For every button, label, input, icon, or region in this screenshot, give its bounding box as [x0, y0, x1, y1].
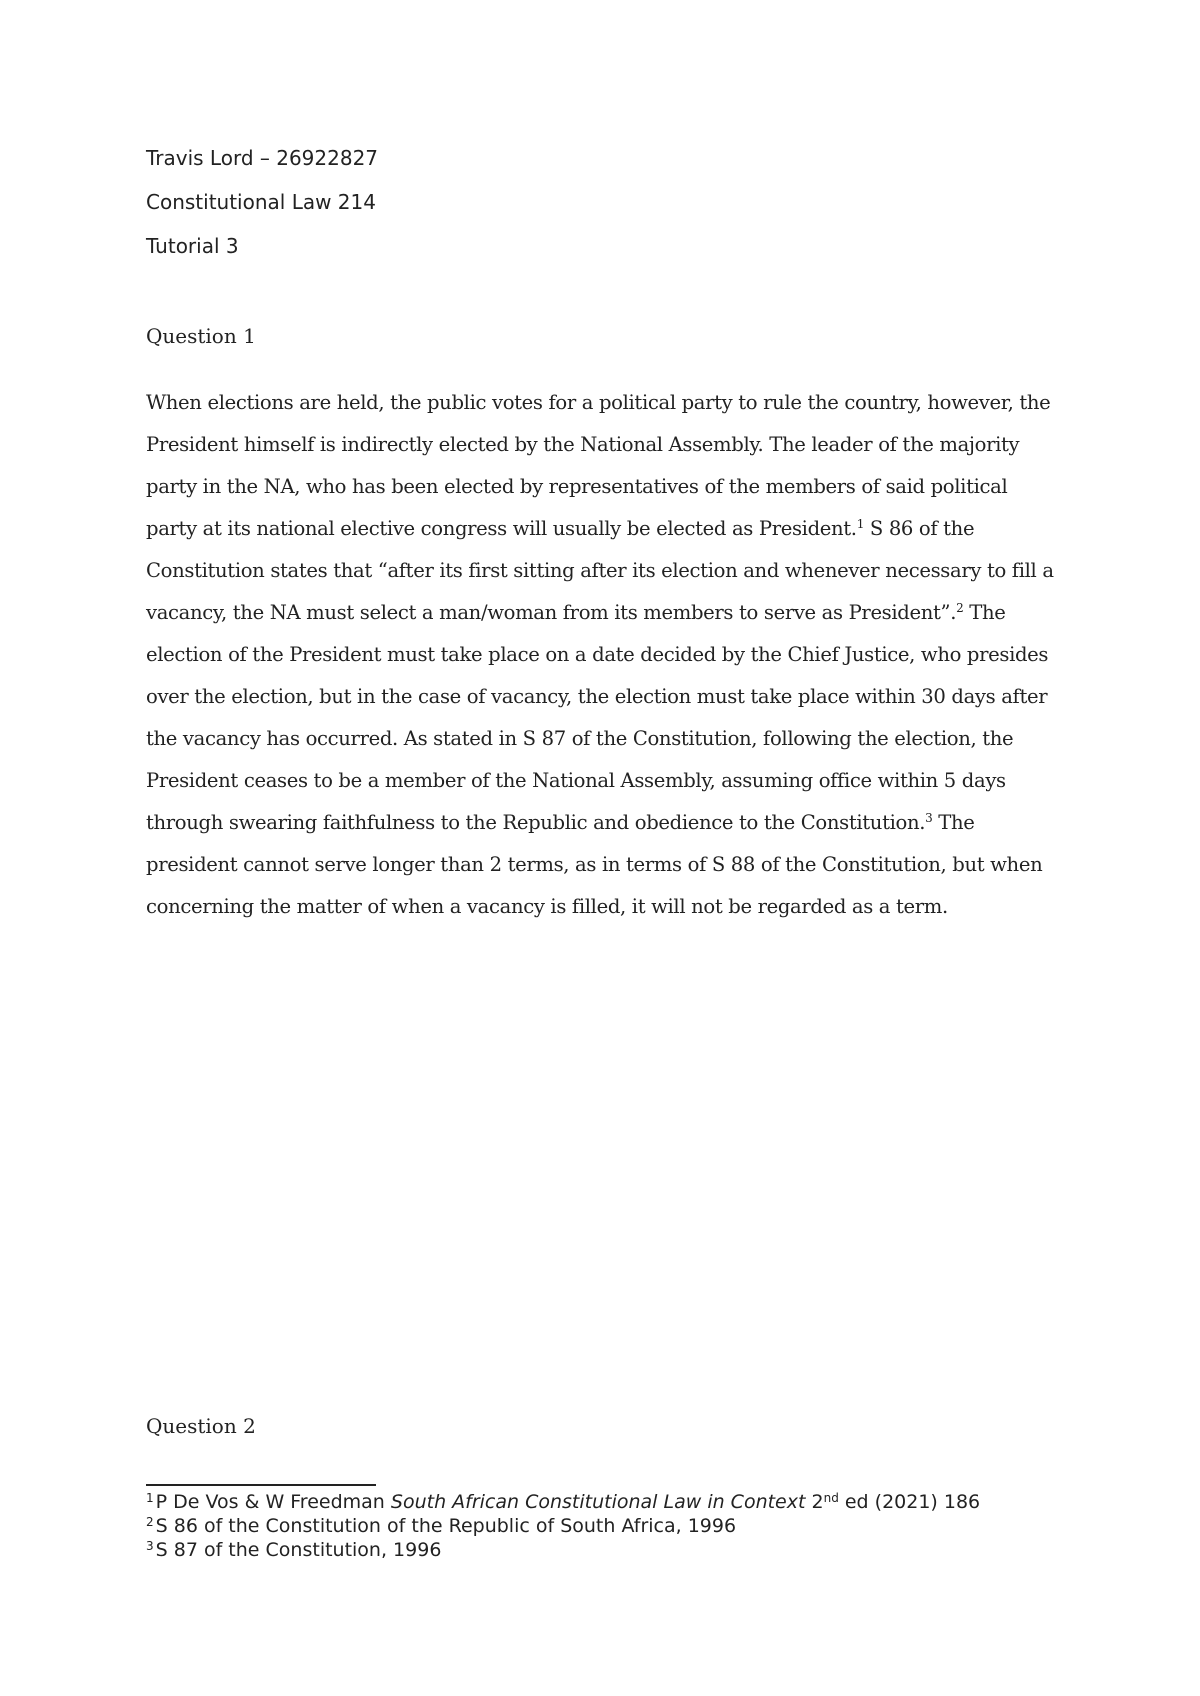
question-1-heading: Question 1	[146, 324, 256, 348]
footnote-number: 1	[146, 1491, 154, 1505]
author-line: Travis Lord – 26922827	[146, 146, 379, 170]
footnote-1: $^1$ P De Vos & W Freedman South African Constitutional Law in Context 2nd ed (2021) 186	[146, 1491, 981, 1513]
footnote-reference[interactable]: 1	[856, 517, 864, 531]
footnote-number: 3	[146, 1539, 154, 1553]
footnote-reference[interactable]: 3	[925, 811, 933, 825]
tutorial-label: Tutorial 3	[146, 234, 239, 258]
paragraph-line: the vacancy has occurred. As stated in S 87 of the Constitution, following the election, the	[146, 727, 1014, 750]
footnote-reference[interactable]: 2	[956, 601, 964, 615]
footnote-number: 2	[146, 1515, 154, 1529]
paragraph-line: party in the NA, who has been elected by representatives of the members of said political	[146, 475, 1008, 498]
paragraph-line: President himself is indirectly elected by the National Assembly. The leader of the majority	[146, 433, 1020, 456]
paragraph-line: over the election, but in the case of vacancy, the election must take place within 30 days after	[146, 685, 1048, 708]
paragraph-line: election of the President must take place on a date decided by the Chief Justice, who presides	[146, 643, 1049, 666]
footnote-separator	[146, 1484, 376, 1486]
paragraph-line: President ceases to be a member of the National Assembly, assuming office within 5 days	[146, 769, 1006, 792]
paragraph-line: Constitution states that “after its first sitting after its election and whenever necessary to fill a	[146, 559, 1054, 582]
book-title: South African Constitutional Law in Context	[390, 1491, 806, 1513]
paragraph-line: concerning the matter of when a vacancy is filled, it will not be regarded as a term.	[146, 895, 948, 918]
footnotes	[146, 1490, 980, 1562]
question-1-answer	[146, 382, 1066, 928]
paragraph-line: through swearing faithfulness to the Republic and obedience to the Constitution.$^3$ The	[146, 811, 975, 834]
paragraph-line: president cannot serve longer than 2 terms, as in terms of S 88 of the Constitution, but when	[146, 853, 1043, 876]
course-title: Constitutional Law 214	[146, 190, 376, 214]
paragraph-line: vacancy, the NA must select a man/woman from its members to serve as President”.$^2$ The	[146, 601, 1006, 624]
footnote-3: $^3$ S 87 of the Constitution, 1996	[146, 1539, 442, 1561]
paragraph-line: When elections are held, the public votes for a political party to rule the country, however, the	[146, 391, 1051, 414]
paragraph-line: party at its national elective congress will usually be elected as President.$^1$ S 86 of the	[146, 517, 975, 540]
question-2-heading: Question 2	[146, 1414, 256, 1438]
footnote-2: $^2$ S 86 of the Constitution of the Republic of South Africa, 1996	[146, 1515, 737, 1537]
